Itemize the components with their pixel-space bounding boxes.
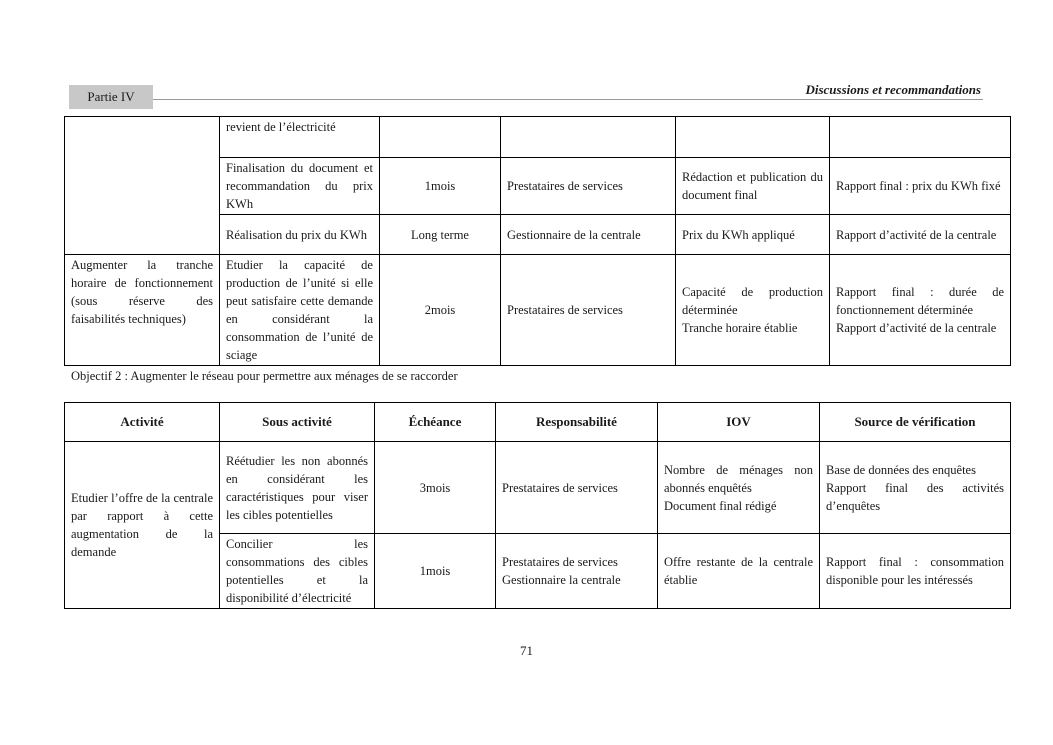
deadline-cell: 3mois [375,442,496,534]
sub-activity-cell: revient de l’électricité [220,117,380,158]
iov-line: Nombre de ménages non abonnés enquêtés [664,462,813,495]
table-row [65,117,1011,158]
activity-cell-empty [65,117,220,255]
activity-cell: Etudier l’offre de la centrale par rapport à cette augmentation de la demande [65,442,220,609]
header-responsabilite: Responsabilité [496,403,658,442]
deadline-cell [380,117,501,158]
source-cell: Rapport d’activité de la centrale [830,215,1011,255]
header-echeance: Échéance [375,403,496,442]
iov-line: Capacité de production déterminée [682,285,823,317]
source-line: Rapport d’activité de la centrale [836,321,997,335]
responsibility-line: Prestataires de services [502,555,618,569]
header-source: Source de vérification [820,403,1011,442]
iov-line: Tranche horaire établie [682,321,798,335]
responsibility-cell: Prestataires de services [501,255,676,366]
iov-cell: Rédaction et publication du document final [676,158,830,215]
responsibility-cell [501,117,676,158]
continued-activity-table [64,116,1011,366]
source-cell: Rapport final : prix du KWh fixé [830,158,1011,215]
table-row [65,255,1011,366]
iov-line: Document final rédigé [664,498,777,513]
source-line: Base de données des enquêtes [826,462,976,477]
table-row [65,442,1011,534]
responsibility-line: Gestionnaire la centrale [502,573,621,587]
page-number: 71 [520,643,533,658]
part-label: Partie IV [69,85,153,109]
source-cell [830,255,1011,366]
source-cell [830,117,1011,158]
responsibility-cell [496,534,658,609]
header-rule [153,99,983,100]
responsibility-cell: Prestataires de services [496,442,658,534]
source-cell: Rapport final : consommation disponible pour les intéressés [820,534,1011,609]
deadline-cell: Long terme [380,215,501,255]
sub-activity-cell: Concilier les consommations des cibles potentielles et la disponibilité d’électricité [220,534,375,609]
sub-activity-cell: Réalisation du prix du KWh [220,215,380,255]
source-cell [820,442,1011,534]
deadline-cell: 1mois [380,158,501,215]
iov-cell [658,442,820,534]
header-sous-activite: Sous activité [220,403,375,442]
header-activite: Activité [65,403,220,442]
sub-activity-cell: Réétudier les non abonnés en considérant les caractéristiques pour viser les cibles potentielles [220,442,375,534]
deadline-cell: 2mois [380,255,501,366]
header-iov: IOV [658,403,820,442]
sub-activity-cell: Finalisation du document et recommandation du prix KWh [220,158,380,215]
iov-cell [676,255,830,366]
source-line: Rapport final des activités d’enquêtes [826,480,1004,513]
responsibility-cell: Gestionnaire de la centrale [501,215,676,255]
source-line: Rapport final : durée de fonctionnement déterminée [836,285,1004,317]
sub-activity-cell: Etudier la capacité de production de l’unité si elle peut satisfaire cette demande en considérant la consommation de l’unité de sciage [220,255,380,366]
iov-cell: Offre restante de la centrale établie [658,534,820,609]
objective-heading: Objectif 2 : Augmenter le réseau pour permettre aux ménages de se raccorder [71,369,458,383]
iov-cell: Prix du KWh appliqué [676,215,830,255]
objective-2-table [64,402,1011,609]
responsibility-cell: Prestataires de services [501,158,676,215]
deadline-cell: 1mois [375,534,496,609]
iov-cell [676,117,830,158]
activity-cell: Augmenter la tranche horaire de fonctionnement (sous réserve des faisabilités techniques) [65,255,220,366]
table-header-row [65,403,1011,442]
section-title: Discussions et recommandations [805,82,981,97]
